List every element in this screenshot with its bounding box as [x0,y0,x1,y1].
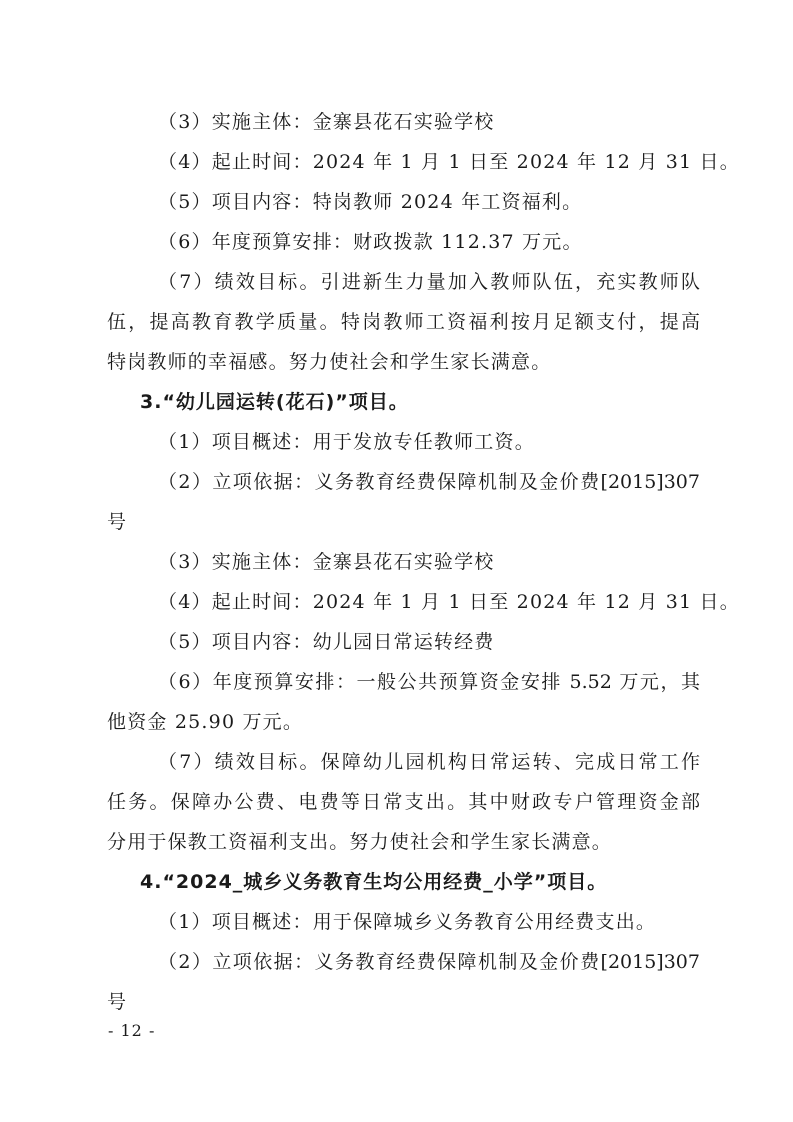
item-7-goal-line2: 任务。保障办公费、电费等日常支出。其中财政专户管理资金部 [107,791,700,813]
item-7-goal-line1: （7）绩效目标。引进新生力量加入教师队伍，充实教师队 [158,271,700,293]
item-6-budget: （6）年度预算安排：财政拨款 112.37 万元。 [158,231,583,253]
page-number: - 12 - [108,1021,156,1040]
item-4-period: （4）起止时间：2024 年 1 月 1 日至 2024 年 12 月 31 日。 [158,151,740,173]
item-7-goal-line1: （7）绩效目标。保障幼儿园机构日常运转、完成日常工作 [158,751,700,773]
section-3-heading: 3.“幼儿园运转(花石)”项目。 [140,391,409,413]
item-7-goal-line2: 伍，提高教育教学质量。特岗教师工资福利按月足额支付，提高 [107,311,700,333]
item-6-budget-line2: 他资金 25.90 万元。 [107,711,304,733]
item-1-overview: （1）项目概述：用于保障城乡义务教育公用经费支出。 [158,911,657,933]
item-5-content: （5）项目内容：特岗教师 2024 年工资福利。 [158,191,583,213]
item-5-content: （5）项目内容：幼儿园日常运转经费 [158,631,495,653]
item-1-overview: （1）项目概述：用于发放专任教师工资。 [158,431,535,453]
item-6-budget-line1: （6）年度预算安排：一般公共预算资金安排 5.52 万元，其 [158,671,700,693]
item-7-goal-line3: 分用于保教工资福利支出。努力使社会和学生家长满意。 [107,831,613,853]
item-2-basis-line1: （2）立项依据：义务教育经费保障机制及金价费[2015]307 [158,471,700,493]
item-3-implementer: （3）实施主体：金寨县花石实验学校 [158,111,495,133]
item-2-basis-line2: 号 [107,991,128,1013]
item-4-period: （4）起止时间：2024 年 1 月 1 日至 2024 年 12 月 31 日。 [158,591,740,613]
item-3-implementer: （3）实施主体：金寨县花石实验学校 [158,551,495,573]
section-4-heading: 4.“2024_城乡义务教育生均公用经费_小学”项目。 [140,871,608,893]
item-2-basis-line1: （2）立项依据：义务教育经费保障机制及金价费[2015]307 [158,951,700,973]
item-7-goal-line3: 特岗教师的幸福感。努力使社会和学生家长满意。 [107,351,552,373]
item-2-basis-line2: 号 [107,511,128,533]
